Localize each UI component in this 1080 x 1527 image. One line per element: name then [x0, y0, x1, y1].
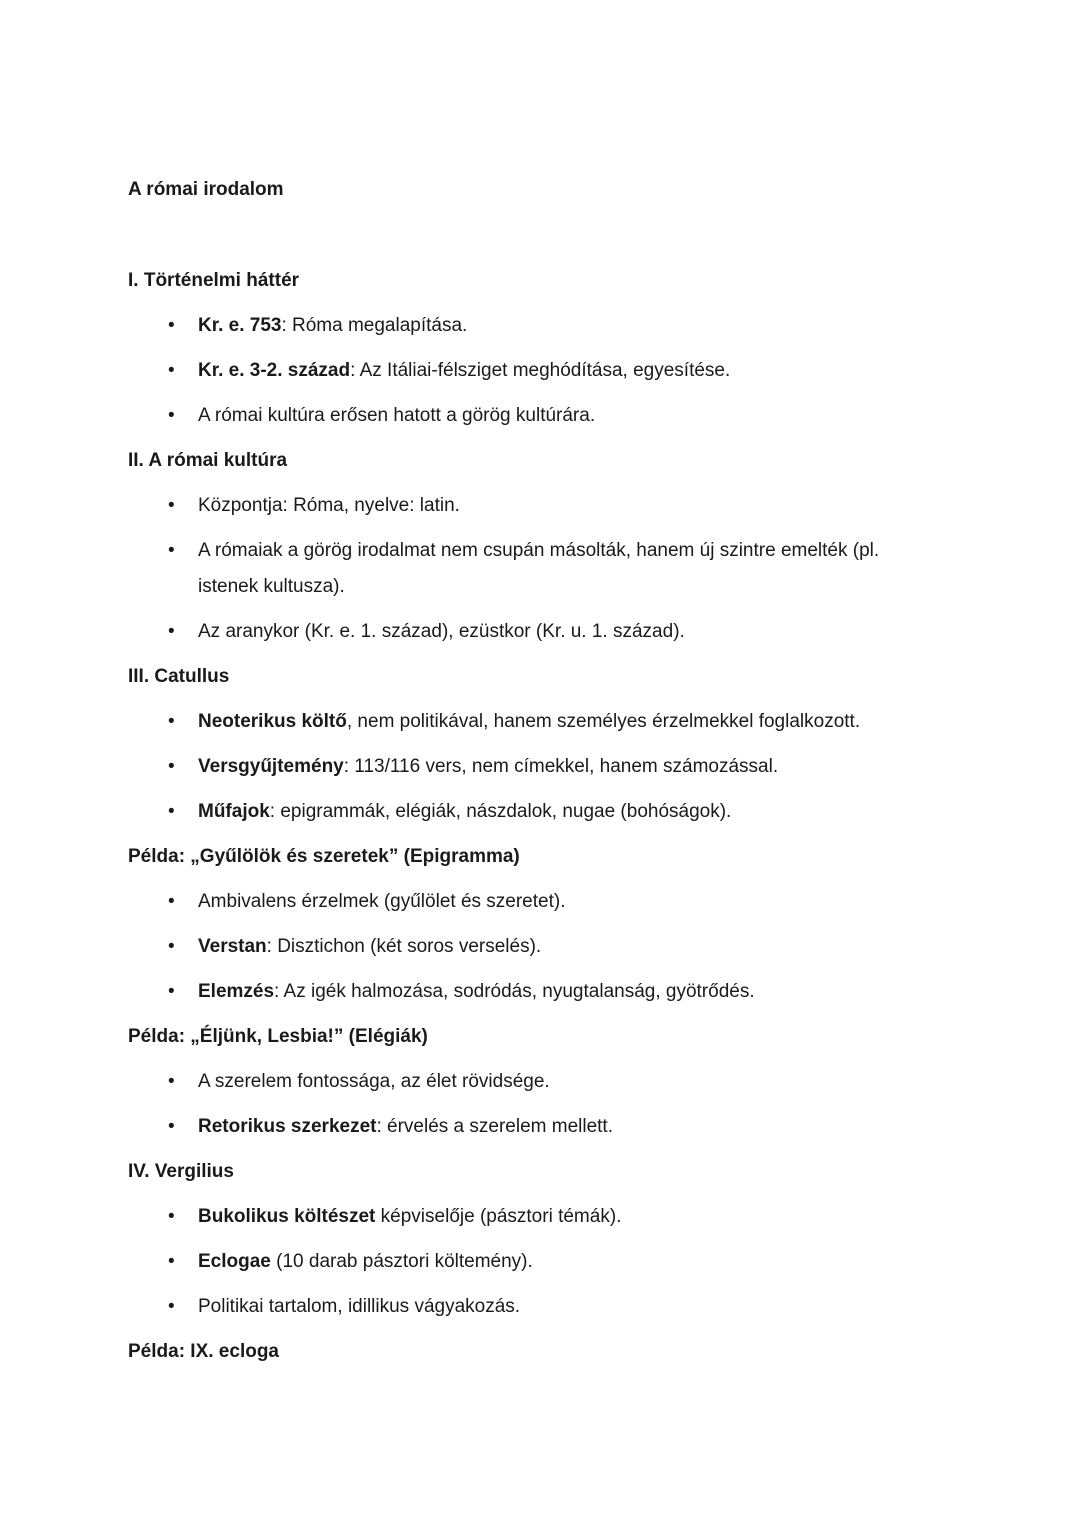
bullet-rest-text: (10 darab pásztori költemény).	[270, 1251, 533, 1272]
bullet-item	[168, 353, 894, 389]
bullet-rest-text: , nem politikával, hanem személyes érzelmekkel foglalkozott.	[346, 711, 861, 732]
bullet-lead-text: Kr. e. 3-2. század	[198, 360, 351, 381]
section-heading: II. A római kultúra	[128, 450, 288, 471]
bullet-list	[168, 1064, 954, 1145]
bullet-rest-text: A szerelem fontossága, az élet rövidsége.	[198, 1071, 550, 1092]
bullet-rest-text: : epigrammák, elégiák, nászdalok, nugae (bohóságok).	[269, 801, 732, 822]
document-section	[128, 443, 954, 650]
bullet-rest-text: : érvelés a szerelem mellett.	[376, 1116, 613, 1137]
bullet-rest-text: Az aranykor (Kr. e. 1. század), ezüstkor (Kr. u. 1. század).	[198, 621, 685, 642]
bullet-item	[168, 794, 894, 830]
bullet-item	[168, 1199, 894, 1235]
section-heading: III. Catullus	[128, 666, 230, 687]
bullet-lead-text: Versgyűjtemény	[198, 756, 344, 777]
section-heading: I. Történelmi háttér	[128, 270, 300, 291]
bullet-item	[168, 488, 894, 524]
bullet-item	[168, 749, 894, 785]
section-heading: Példa: „Éljünk, Lesbia!” (Elégiák)	[128, 1026, 428, 1047]
bullet-item	[168, 1289, 894, 1325]
bullet-rest-text: Politikai tartalom, idillikus vágyakozás.	[198, 1296, 521, 1317]
bullet-rest-text: A római kultúra erősen hatott a görög kultúrára.	[198, 405, 596, 426]
bullet-item	[168, 398, 894, 434]
bullet-item	[168, 884, 894, 920]
bullet-rest-text: : Disztichon (két soros verselés).	[266, 936, 542, 957]
bullet-rest-text: Ambivalens érzelmek (gyűlölet és szeretet).	[198, 891, 566, 912]
bullet-lead-text: Műfajok	[198, 801, 270, 822]
bullet-lead-text: Eclogae	[198, 1251, 271, 1272]
section-heading: IV. Vergilius	[128, 1161, 234, 1182]
bullet-item	[168, 1109, 894, 1145]
bullet-lead-text: Bukolikus költészet	[198, 1206, 376, 1227]
bullet-list	[168, 488, 954, 650]
bullet-item	[168, 929, 894, 965]
document-section	[128, 1334, 954, 1370]
bullet-item	[168, 533, 894, 605]
bullet-list	[168, 1199, 954, 1325]
document-section	[128, 1019, 954, 1145]
bullet-lead-text: Kr. e. 753	[198, 315, 282, 336]
document-sections	[128, 263, 954, 1370]
bullet-list	[168, 884, 954, 1010]
bullet-rest-text: : Az Itáliai-félsziget meghódítása, egyesítése.	[350, 360, 731, 381]
bullet-lead-text: Verstan	[198, 936, 267, 957]
bullet-rest-text: : Az igék halmozása, sodródás, nyugtalanság, gyötrődés.	[274, 981, 755, 1002]
bullet-rest-text: Központja: Róma, nyelve: latin.	[198, 495, 460, 516]
bullet-lead-text: Neoterikus költő	[198, 711, 347, 732]
bullet-lead-text: Retorikus szerkezet	[198, 1116, 377, 1137]
document-section	[128, 1154, 954, 1325]
bullet-rest-text: A rómaiak a görög irodalmat nem csupán másolták, hanem új szintre emelték (pl. istenek kultusza).	[198, 540, 880, 597]
bullet-list	[168, 704, 954, 830]
bullet-item	[168, 614, 894, 650]
document-title: A római irodalom	[128, 179, 284, 200]
document-section	[128, 839, 954, 1010]
section-heading: Példa: „Gyűlölök és szeretek” (Epigramma)	[128, 846, 520, 867]
bullet-item	[168, 1064, 894, 1100]
bullet-rest-text: : 113/116 vers, nem címekkel, hanem számozással.	[343, 756, 779, 777]
bullet-rest-text: : Róma megalapítása.	[281, 315, 468, 336]
section-heading: Példa: IX. ecloga	[128, 1341, 279, 1362]
bullet-rest-text: képviselője (pásztori témák).	[375, 1206, 622, 1227]
bullet-item	[168, 308, 894, 344]
document-section	[128, 263, 954, 434]
bullet-list	[168, 308, 954, 434]
document-section	[128, 659, 954, 830]
bullet-item	[168, 704, 894, 740]
bullet-lead-text: Elemzés	[198, 981, 275, 1002]
bullet-item	[168, 974, 894, 1010]
bullet-item	[168, 1244, 894, 1280]
